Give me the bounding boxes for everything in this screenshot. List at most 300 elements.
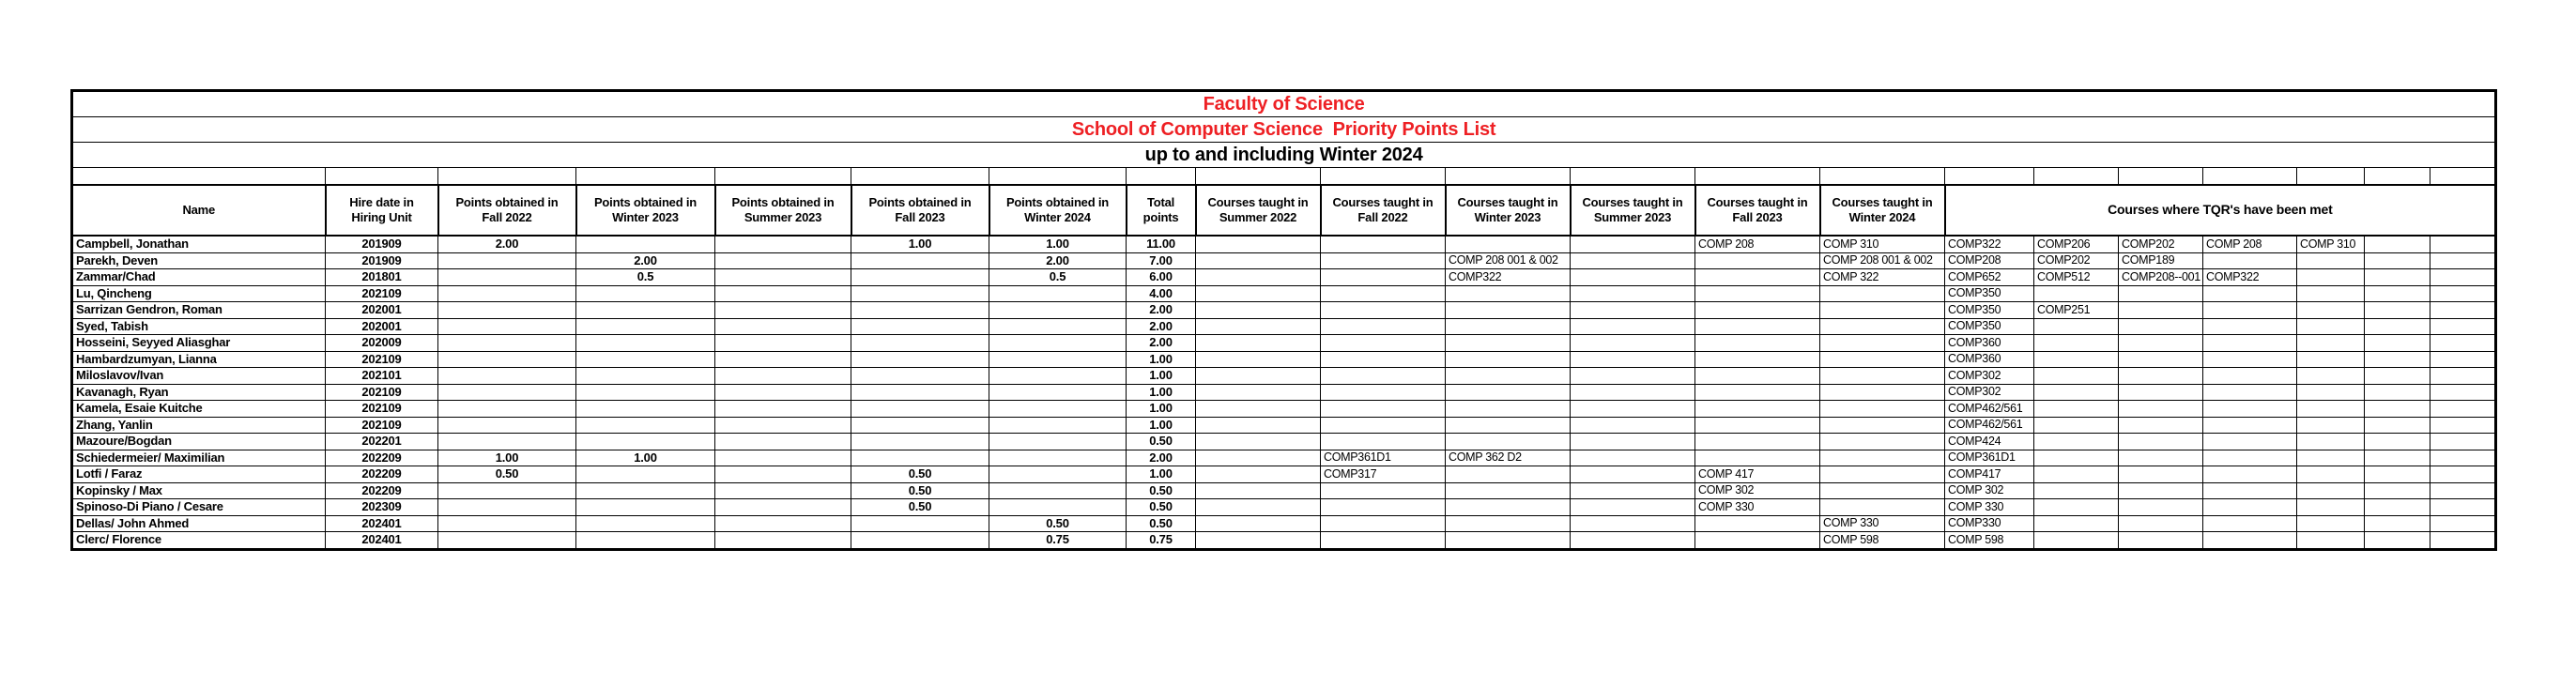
- cell-hire-date: 202109: [326, 401, 438, 418]
- cell-tqr-2: [2034, 351, 2119, 368]
- cell-courses-winter-2023: COMP322: [1446, 269, 1571, 286]
- title-row-school: [72, 117, 2496, 143]
- cell-pts-winter-2023: 1.00: [576, 450, 715, 466]
- cell-courses-fall-2023: [1695, 417, 1820, 434]
- cell-pts-fall-2023: [851, 384, 989, 401]
- cell-courses-winter-2024: COMP 598: [1820, 532, 1945, 550]
- cell-courses-fall-2022: COMP361D1: [1321, 450, 1446, 466]
- cell-name: Spinoso-Di Piano / Cesare: [72, 499, 326, 516]
- cell-hire-date: 202209: [326, 466, 438, 483]
- cell-courses-summer-2022: [1196, 401, 1321, 418]
- title-row-faculty: [72, 91, 2496, 117]
- cell-courses-winter-2023: [1446, 318, 1571, 335]
- table-row: [72, 466, 2496, 483]
- cell-pts-fall-2023: [851, 515, 989, 532]
- cell-tqr-3: [2119, 318, 2203, 335]
- cell-courses-winter-2024: [1820, 335, 1945, 352]
- cell-courses-summer-2023: [1571, 482, 1695, 499]
- header-total-points: Total points: [1127, 185, 1196, 236]
- cell-courses-fall-2023: [1695, 384, 1820, 401]
- cell-courses-winter-2023: COMP 208 001 & 002: [1446, 252, 1571, 269]
- priority-points-sheet: [70, 89, 2497, 551]
- cell-courses-summer-2023: [1571, 368, 1695, 385]
- cell-pts-summer-2023: [715, 466, 851, 483]
- cell-pts-fall-2023: [851, 335, 989, 352]
- priority-points-table: [70, 89, 2497, 551]
- cell-tqr-4: [2203, 515, 2297, 532]
- cell-courses-summer-2022: [1196, 384, 1321, 401]
- cell-tqr-5: [2297, 450, 2365, 466]
- header-row: [72, 185, 2496, 236]
- spacer-cell: [2297, 168, 2365, 186]
- cell-tqr-7: [2430, 302, 2496, 319]
- cell-name: Syed, Tabish: [72, 318, 326, 335]
- cell-total-points: 11.00: [1127, 236, 1196, 252]
- cell-tqr-2: [2034, 417, 2119, 434]
- cell-tqr-5: [2297, 269, 2365, 286]
- cell-tqr-5: [2297, 417, 2365, 434]
- cell-tqr-5: [2297, 368, 2365, 385]
- table-row: [72, 302, 2496, 319]
- spacer-cell: [1127, 168, 1196, 186]
- spacer-cell: [1945, 168, 2034, 186]
- cell-pts-summer-2023: [715, 417, 851, 434]
- cell-pts-winter-2023: [576, 515, 715, 532]
- cell-tqr-2: [2034, 499, 2119, 516]
- cell-courses-summer-2023: [1571, 335, 1695, 352]
- cell-tqr-4: [2203, 482, 2297, 499]
- cell-tqr-4: [2203, 401, 2297, 418]
- spacer-cell: [1571, 168, 1695, 186]
- cell-tqr-1: COMP417: [1945, 466, 2034, 483]
- cell-name: Hosseini, Seyyed Aliasghar: [72, 335, 326, 352]
- cell-pts-fall-2022: [438, 482, 576, 499]
- cell-pts-fall-2022: [438, 368, 576, 385]
- cell-courses-winter-2024: [1820, 499, 1945, 516]
- cell-pts-winter-2023: [576, 532, 715, 550]
- cell-courses-winter-2023: [1446, 302, 1571, 319]
- cell-tqr-5: [2297, 515, 2365, 532]
- cell-hire-date: 202309: [326, 499, 438, 516]
- cell-pts-winter-2024: 0.5: [989, 269, 1127, 286]
- cell-tqr-4: [2203, 368, 2297, 385]
- cell-pts-summer-2023: [715, 285, 851, 302]
- cell-name: Lu, Qincheng: [72, 285, 326, 302]
- cell-courses-winter-2023: [1446, 466, 1571, 483]
- cell-pts-winter-2023: [576, 434, 715, 450]
- cell-tqr-6: [2365, 368, 2430, 385]
- cell-courses-fall-2022: [1321, 482, 1446, 499]
- cell-courses-summer-2022: [1196, 302, 1321, 319]
- cell-tqr-4: [2203, 384, 2297, 401]
- cell-tqr-6: [2365, 450, 2430, 466]
- cell-tqr-7: [2430, 351, 2496, 368]
- cell-courses-summer-2022: [1196, 482, 1321, 499]
- spacer-cell: [438, 168, 576, 186]
- table-row: [72, 482, 2496, 499]
- cell-pts-fall-2023: 0.50: [851, 499, 989, 516]
- cell-tqr-1: COMP350: [1945, 318, 2034, 335]
- cell-pts-fall-2023: [851, 318, 989, 335]
- header-courses-fall-2023: Courses taught in Fall 2023: [1695, 185, 1820, 236]
- cell-hire-date: 202209: [326, 450, 438, 466]
- header-points-winter-2023: Points obtained in Winter 2023: [576, 185, 715, 236]
- cell-tqr-5: [2297, 351, 2365, 368]
- cell-tqr-5: [2297, 252, 2365, 269]
- spacer-cell: [2430, 168, 2496, 186]
- cell-pts-winter-2023: [576, 285, 715, 302]
- cell-courses-summer-2022: [1196, 236, 1321, 252]
- cell-tqr-3: [2119, 515, 2203, 532]
- cell-pts-winter-2024: [989, 450, 1127, 466]
- cell-tqr-2: [2034, 384, 2119, 401]
- cell-tqr-5: [2297, 532, 2365, 550]
- cell-tqr-2: [2034, 368, 2119, 385]
- cell-tqr-2: [2034, 401, 2119, 418]
- cell-tqr-7: [2430, 466, 2496, 483]
- cell-courses-winter-2023: [1446, 401, 1571, 418]
- cell-total-points: 4.00: [1127, 285, 1196, 302]
- title-faculty-of-science: Faculty of Science: [72, 91, 2496, 117]
- cell-tqr-3: [2119, 434, 2203, 450]
- cell-hire-date: 202109: [326, 417, 438, 434]
- cell-tqr-3: [2119, 482, 2203, 499]
- cell-tqr-7: [2430, 434, 2496, 450]
- cell-tqr-2: [2034, 450, 2119, 466]
- cell-tqr-6: [2365, 434, 2430, 450]
- cell-tqr-2: [2034, 482, 2119, 499]
- cell-hire-date: 201801: [326, 269, 438, 286]
- cell-pts-fall-2023: [851, 252, 989, 269]
- cell-tqr-6: [2365, 515, 2430, 532]
- cell-pts-summer-2023: [715, 515, 851, 532]
- cell-hire-date: 202001: [326, 318, 438, 335]
- cell-pts-winter-2023: [576, 417, 715, 434]
- cell-courses-fall-2022: [1321, 302, 1446, 319]
- spacer-cell: [851, 168, 989, 186]
- cell-tqr-3: [2119, 368, 2203, 385]
- cell-pts-fall-2023: [851, 434, 989, 450]
- cell-total-points: 2.00: [1127, 450, 1196, 466]
- cell-tqr-1: COMP208: [1945, 252, 2034, 269]
- cell-pts-fall-2022: [438, 384, 576, 401]
- cell-tqr-5: [2297, 318, 2365, 335]
- table-row: [72, 499, 2496, 516]
- cell-tqr-1: COMP462/561: [1945, 417, 2034, 434]
- cell-courses-summer-2022: [1196, 450, 1321, 466]
- header-hire-date: Hire date in Hiring Unit: [326, 185, 438, 236]
- cell-courses-summer-2023: [1571, 401, 1695, 418]
- cell-courses-winter-2024: [1820, 450, 1945, 466]
- cell-courses-fall-2022: [1321, 335, 1446, 352]
- cell-courses-winter-2023: [1446, 499, 1571, 516]
- cell-tqr-6: [2365, 269, 2430, 286]
- cell-pts-winter-2023: [576, 466, 715, 483]
- cell-pts-fall-2022: [438, 252, 576, 269]
- cell-courses-winter-2023: [1446, 335, 1571, 352]
- cell-tqr-3: [2119, 384, 2203, 401]
- cell-name: Miloslavov/Ivan: [72, 368, 326, 385]
- cell-hire-date: 202009: [326, 335, 438, 352]
- cell-pts-fall-2023: [851, 368, 989, 385]
- cell-tqr-1: COMP652: [1945, 269, 2034, 286]
- cell-pts-winter-2024: [989, 285, 1127, 302]
- spacer-cell: [1820, 168, 1945, 186]
- cell-pts-fall-2023: [851, 417, 989, 434]
- cell-courses-winter-2023: [1446, 368, 1571, 385]
- title-row-period: [72, 143, 2496, 168]
- cell-courses-winter-2023: [1446, 515, 1571, 532]
- cell-pts-fall-2022: 2.00: [438, 236, 576, 252]
- cell-courses-fall-2022: [1321, 318, 1446, 335]
- cell-pts-winter-2023: [576, 384, 715, 401]
- cell-pts-summer-2023: [715, 401, 851, 418]
- cell-name: Campbell, Jonathan: [72, 236, 326, 252]
- cell-courses-summer-2022: [1196, 285, 1321, 302]
- cell-courses-winter-2024: COMP 322: [1820, 269, 1945, 286]
- cell-tqr-5: [2297, 302, 2365, 319]
- cell-tqr-7: [2430, 482, 2496, 499]
- cell-courses-winter-2023: COMP 362 D2: [1446, 450, 1571, 466]
- cell-pts-winter-2024: 2.00: [989, 252, 1127, 269]
- cell-tqr-5: [2297, 285, 2365, 302]
- cell-courses-summer-2023: [1571, 434, 1695, 450]
- cell-courses-fall-2023: COMP 417: [1695, 466, 1820, 483]
- cell-courses-winter-2023: [1446, 285, 1571, 302]
- cell-courses-winter-2024: [1820, 417, 1945, 434]
- cell-total-points: 6.00: [1127, 269, 1196, 286]
- spacer-cell: [715, 168, 851, 186]
- cell-tqr-1: COMP350: [1945, 302, 2034, 319]
- cell-tqr-1: COMP330: [1945, 515, 2034, 532]
- cell-tqr-3: [2119, 466, 2203, 483]
- cell-tqr-2: [2034, 318, 2119, 335]
- cell-tqr-2: [2034, 434, 2119, 450]
- cell-tqr-6: [2365, 236, 2430, 252]
- cell-tqr-3: [2119, 532, 2203, 550]
- cell-pts-winter-2024: [989, 384, 1127, 401]
- cell-courses-summer-2023: [1571, 285, 1695, 302]
- cell-courses-winter-2024: [1820, 466, 1945, 483]
- cell-pts-fall-2023: [851, 269, 989, 286]
- cell-courses-summer-2022: [1196, 417, 1321, 434]
- cell-tqr-4: [2203, 417, 2297, 434]
- spacer-cell: [1695, 168, 1820, 186]
- cell-pts-winter-2024: [989, 466, 1127, 483]
- cell-pts-winter-2023: [576, 351, 715, 368]
- cell-total-points: 2.00: [1127, 335, 1196, 352]
- cell-pts-fall-2022: [438, 434, 576, 450]
- cell-tqr-3: [2119, 302, 2203, 319]
- cell-pts-winter-2024: [989, 302, 1127, 319]
- cell-tqr-2: [2034, 515, 2119, 532]
- header-courses-summer-2023: Courses taught in Summer 2023: [1571, 185, 1695, 236]
- cell-pts-winter-2023: 2.00: [576, 252, 715, 269]
- cell-courses-winter-2024: COMP 310: [1820, 236, 1945, 252]
- cell-name: Kavanagh, Ryan: [72, 384, 326, 401]
- cell-courses-fall-2022: [1321, 285, 1446, 302]
- cell-courses-fall-2023: [1695, 434, 1820, 450]
- cell-pts-fall-2023: [851, 302, 989, 319]
- cell-pts-fall-2023: 0.50: [851, 482, 989, 499]
- cell-courses-winter-2023: [1446, 482, 1571, 499]
- table-row: [72, 368, 2496, 385]
- cell-courses-fall-2023: [1695, 401, 1820, 418]
- cell-total-points: 1.00: [1127, 384, 1196, 401]
- cell-pts-fall-2023: [851, 532, 989, 550]
- cell-tqr-7: [2430, 252, 2496, 269]
- cell-tqr-5: [2297, 401, 2365, 418]
- cell-tqr-1: COMP360: [1945, 335, 2034, 352]
- header-courses-fall-2022: Courses taught in Fall 2022: [1321, 185, 1446, 236]
- cell-tqr-5: [2297, 482, 2365, 499]
- cell-pts-fall-2022: [438, 417, 576, 434]
- cell-courses-summer-2023: [1571, 515, 1695, 532]
- cell-tqr-3: [2119, 401, 2203, 418]
- cell-courses-fall-2023: COMP 302: [1695, 482, 1820, 499]
- cell-courses-winter-2024: COMP 208 001 & 002: [1820, 252, 1945, 269]
- cell-tqr-7: [2430, 499, 2496, 516]
- cell-courses-winter-2024: [1820, 368, 1945, 385]
- cell-pts-fall-2022: [438, 532, 576, 550]
- cell-pts-summer-2023: [715, 252, 851, 269]
- cell-courses-summer-2023: [1571, 302, 1695, 319]
- cell-courses-summer-2023: [1571, 384, 1695, 401]
- cell-tqr-1: COMP462/561: [1945, 401, 2034, 418]
- cell-total-points: 0.50: [1127, 499, 1196, 516]
- cell-courses-winter-2024: [1820, 384, 1945, 401]
- cell-courses-fall-2023: [1695, 318, 1820, 335]
- cell-pts-winter-2023: [576, 318, 715, 335]
- spacer-cell: [72, 168, 326, 186]
- cell-pts-fall-2022: [438, 318, 576, 335]
- cell-courses-summer-2023: [1571, 499, 1695, 516]
- header-points-summer-2023: Points obtained in Summer 2023: [715, 185, 851, 236]
- cell-hire-date: 202209: [326, 482, 438, 499]
- cell-total-points: 0.50: [1127, 434, 1196, 450]
- header-courses-summer-2022: Courses taught in Summer 2022: [1196, 185, 1321, 236]
- cell-courses-summer-2023: [1571, 351, 1695, 368]
- cell-pts-winter-2023: [576, 499, 715, 516]
- cell-courses-summer-2022: [1196, 318, 1321, 335]
- cell-tqr-7: [2430, 285, 2496, 302]
- cell-courses-winter-2024: [1820, 302, 1945, 319]
- cell-pts-summer-2023: [715, 302, 851, 319]
- cell-tqr-4: [2203, 318, 2297, 335]
- cell-courses-summer-2022: [1196, 252, 1321, 269]
- cell-tqr-7: [2430, 532, 2496, 550]
- cell-name: Sarrizan Gendron, Roman: [72, 302, 326, 319]
- cell-pts-fall-2022: [438, 499, 576, 516]
- cell-name: Lotfi / Faraz: [72, 466, 326, 483]
- cell-courses-summer-2023: [1571, 417, 1695, 434]
- cell-pts-winter-2024: [989, 335, 1127, 352]
- cell-tqr-7: [2430, 335, 2496, 352]
- cell-courses-fall-2022: [1321, 401, 1446, 418]
- cell-tqr-4: [2203, 466, 2297, 483]
- cell-courses-summer-2023: [1571, 532, 1695, 550]
- cell-pts-fall-2022: [438, 401, 576, 418]
- table-row: [72, 532, 2496, 550]
- cell-pts-fall-2022: [438, 302, 576, 319]
- spacer-cell: [2119, 168, 2203, 186]
- spacer-cell: [1446, 168, 1571, 186]
- spacer-row: [72, 168, 2496, 186]
- cell-hire-date: 202201: [326, 434, 438, 450]
- cell-courses-fall-2022: [1321, 368, 1446, 385]
- title-up-to-winter-2024: up to and including Winter 2024: [72, 143, 2496, 168]
- cell-tqr-4: [2203, 335, 2297, 352]
- cell-tqr-2: COMP206: [2034, 236, 2119, 252]
- cell-courses-winter-2024: [1820, 285, 1945, 302]
- cell-courses-fall-2022: [1321, 532, 1446, 550]
- cell-pts-winter-2024: [989, 351, 1127, 368]
- cell-tqr-1: COMP360: [1945, 351, 2034, 368]
- cell-tqr-2: [2034, 285, 2119, 302]
- cell-pts-winter-2024: [989, 417, 1127, 434]
- spacer-cell: [576, 168, 715, 186]
- cell-pts-summer-2023: [715, 368, 851, 385]
- cell-tqr-3: [2119, 417, 2203, 434]
- cell-tqr-4: [2203, 302, 2297, 319]
- cell-courses-winter-2024: [1820, 351, 1945, 368]
- cell-courses-summer-2023: [1571, 318, 1695, 335]
- cell-tqr-6: [2365, 318, 2430, 335]
- cell-tqr-3: [2119, 499, 2203, 516]
- cell-courses-fall-2023: [1695, 515, 1820, 532]
- cell-tqr-6: [2365, 252, 2430, 269]
- cell-courses-fall-2023: [1695, 450, 1820, 466]
- cell-tqr-4: [2203, 285, 2297, 302]
- cell-tqr-6: [2365, 532, 2430, 550]
- cell-hire-date: 202109: [326, 384, 438, 401]
- cell-pts-summer-2023: [715, 236, 851, 252]
- cell-courses-summer-2023: [1571, 466, 1695, 483]
- table-row: [72, 417, 2496, 434]
- cell-pts-summer-2023: [715, 269, 851, 286]
- cell-pts-winter-2024: [989, 318, 1127, 335]
- header-points-winter-2024: Points obtained in Winter 2024: [989, 185, 1127, 236]
- cell-tqr-4: [2203, 532, 2297, 550]
- cell-total-points: 7.00: [1127, 252, 1196, 269]
- cell-tqr-4: [2203, 499, 2297, 516]
- cell-courses-fall-2023: [1695, 302, 1820, 319]
- cell-pts-summer-2023: [715, 532, 851, 550]
- cell-pts-fall-2022: [438, 269, 576, 286]
- cell-name: Mazoure/Bogdan: [72, 434, 326, 450]
- cell-courses-fall-2023: COMP 330: [1695, 499, 1820, 516]
- cell-name: Hambardzumyan, Lianna: [72, 351, 326, 368]
- cell-total-points: 0.50: [1127, 515, 1196, 532]
- cell-pts-fall-2022: [438, 351, 576, 368]
- cell-name: Kamela, Esaie Kuitche: [72, 401, 326, 418]
- cell-courses-winter-2023: [1446, 384, 1571, 401]
- cell-pts-winter-2024: [989, 482, 1127, 499]
- cell-tqr-5: [2297, 499, 2365, 516]
- cell-courses-summer-2022: [1196, 499, 1321, 516]
- cell-courses-fall-2022: [1321, 269, 1446, 286]
- cell-tqr-7: [2430, 269, 2496, 286]
- cell-tqr-4: [2203, 434, 2297, 450]
- cell-pts-summer-2023: [715, 351, 851, 368]
- cell-pts-summer-2023: [715, 450, 851, 466]
- cell-pts-winter-2024: 1.00: [989, 236, 1127, 252]
- cell-tqr-6: [2365, 482, 2430, 499]
- cell-tqr-7: [2430, 515, 2496, 532]
- cell-hire-date: 202401: [326, 532, 438, 550]
- cell-tqr-7: [2430, 368, 2496, 385]
- cell-pts-fall-2022: [438, 515, 576, 532]
